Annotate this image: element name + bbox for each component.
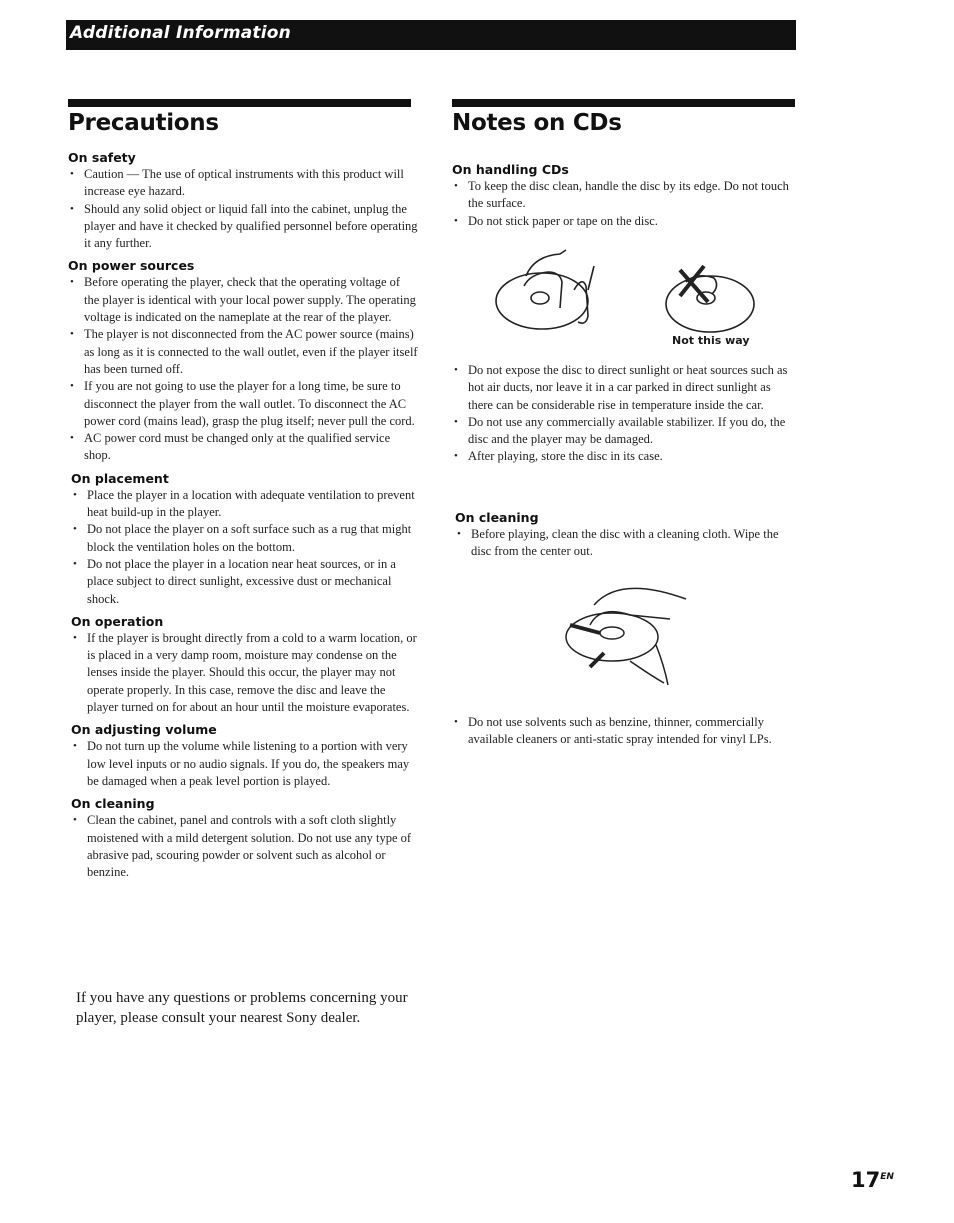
precautions-column [68, 150, 418, 881]
disc-handling-illustration [490, 246, 770, 346]
cd-cleaning-heading: On cleaning [455, 510, 539, 525]
list-item: • If the player is brought directly from a cold to a warm location, or is placed in a very damp room, moisture may condense on the lenses inside the player. Should this occur, the player may not operate properly. In this case, remove the disc and leave the player turned on for about an hour until the moisture evaporates. [71, 630, 418, 716]
cd-cleaning-section [455, 510, 795, 561]
page-number [851, 1168, 894, 1192]
precaution-heading: On cleaning [71, 796, 155, 812]
precaution-list [71, 487, 418, 608]
precaution-section [68, 258, 418, 464]
precaution-section [68, 796, 418, 881]
list-item: • To keep the disc clean, handle the disc by its edge. Do not touch the surface. [452, 178, 792, 213]
page-number-suffix: EN [880, 1172, 894, 1182]
list-item: • Do not stick paper or tape on the disc. [452, 213, 792, 230]
precaution-list [68, 166, 418, 252]
correct-handling-figure [496, 250, 594, 329]
handling-list [452, 178, 792, 230]
precaution-heading: On placement [71, 470, 169, 486]
wrong-handling-figure [666, 266, 754, 332]
precaution-heading: On operation [71, 613, 164, 629]
precaution-list [71, 738, 418, 790]
list-item: • Should any solid object or liquid fall into the cabinet, unplug the player and have it checked by qualified personnel before operating it any further. [68, 201, 418, 253]
list-item: • Caution — The use of optical instruments with this product will increase eye hazard. [68, 166, 418, 201]
list-item: • Before operating the player, check that the operating voltage of the player is identical with your local power supply. The operating voltage is indicated on the nameplate at the rear of the player. [68, 274, 418, 326]
list-item: • Do not place the player on a soft surface such as a rug that might block the ventilation holes on the bottom. [71, 521, 418, 556]
precaution-section [68, 614, 418, 716]
closing-note: If you have any questions or problems concerning your player, please consult your nearest Sony dealer. [76, 990, 408, 1026]
precaution-heading: On adjusting volume [71, 722, 217, 738]
list-item: • Do not use solvents such as benzine, thinner, commercially available cleaners or anti-static spray intended for vinyl LPs. [452, 714, 797, 749]
solvent-section [452, 713, 797, 749]
list-item: • Before playing, clean the disc with a cleaning cloth. Wipe the disc from the center out. [455, 526, 795, 561]
list-item: • Do not use any commercially available stabilizer. If you do, the disc and the player may be damaged. [452, 414, 792, 449]
cd-cleaning-list [455, 526, 795, 561]
precaution-list [68, 274, 418, 464]
precautions-title: Precautions [68, 110, 219, 136]
section-header-title: Additional Information [70, 23, 291, 43]
figure-caption: Not this way [672, 334, 750, 347]
storage-list [452, 362, 792, 466]
storage-section [452, 361, 792, 466]
list-item: • Place the player in a location with adequate ventilation to prevent heat build-up in the player. [71, 487, 418, 522]
handling-section [452, 162, 792, 230]
notes-rule [452, 99, 795, 107]
list-item: • Do not expose the disc to direct sunlight or heat sources such as hot air ducts, nor leave it in a car parked in direct sunlight as there can be considerable rise in temperature inside the car. [452, 362, 792, 414]
precaution-section [68, 722, 418, 790]
precaution-section [68, 150, 418, 252]
solvent-list [452, 714, 797, 749]
list-item: • AC power cord must be changed only at the qualified service shop. [68, 430, 418, 465]
precautions-rule [68, 99, 411, 107]
precaution-list [71, 630, 418, 716]
disc-cleaning-illustration [560, 575, 690, 695]
notes-title: Notes on CDs [452, 110, 622, 136]
list-item: • Do not turn up the volume while listening to a portion with very low level inputs or no audio signals. If you do, the speakers may be damaged when a peak level portion is played. [71, 738, 418, 790]
list-item: • Clean the cabinet, panel and controls with a soft cloth slightly moistened with a mild detergent solution. Do not use any type of abrasive pad, scouring powder or solvent such as alcohol or benzine. [71, 812, 418, 881]
list-item: • The player is not disconnected from the AC power source (mains) as long as it is connected to the wall outlet, even if the player itself has been turned off. [68, 326, 418, 378]
precaution-heading: On safety [68, 150, 136, 165]
page-number-value: 17 [851, 1168, 881, 1192]
precaution-section [68, 471, 418, 608]
precaution-list [71, 812, 418, 881]
precaution-heading: On power sources [68, 258, 195, 274]
list-item: • After playing, store the disc in its case. [452, 448, 792, 465]
handling-heading: On handling CDs [452, 162, 569, 177]
list-item: • If you are not going to use the player for a long time, be sure to disconnect the player from the wall outlet. To disconnect the AC power cord (mains lead), grasp the plug itself; never pull the cord. [68, 378, 418, 430]
list-item: • Do not place the player in a location near heat sources, or in a place subject to direct sunlight, excessive dust or mechanical shock. [71, 556, 418, 608]
